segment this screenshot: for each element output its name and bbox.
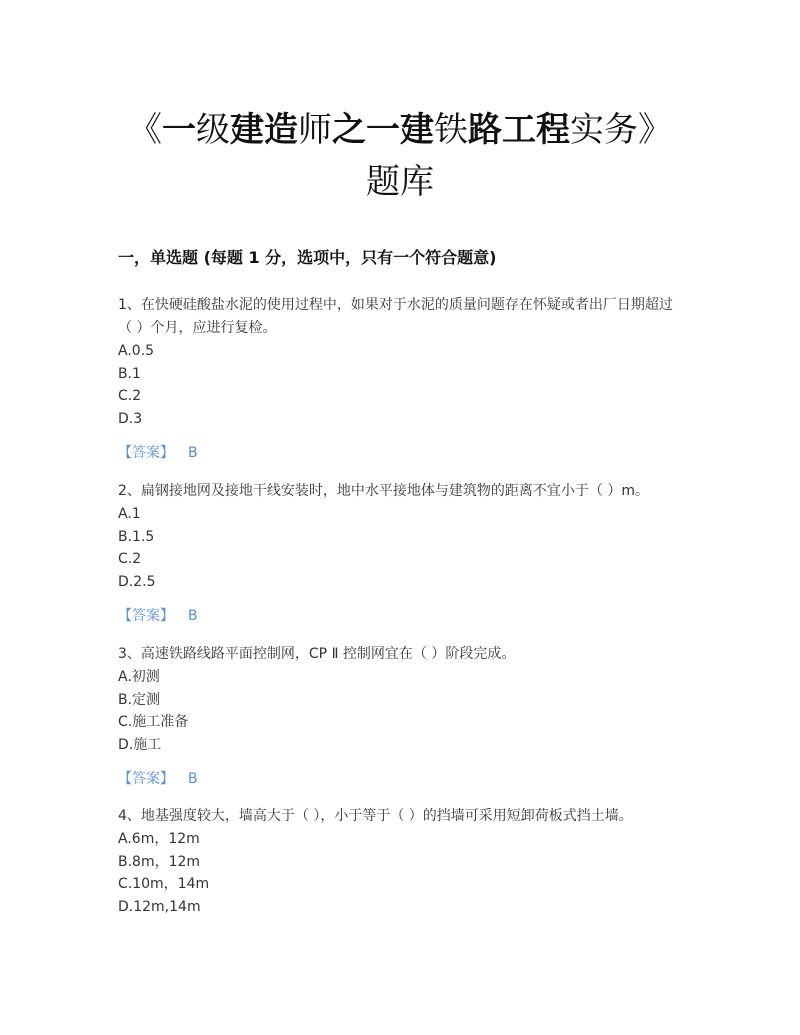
- question-4: [118, 805, 683, 919]
- answer-label: 【答案】: [118, 444, 174, 461]
- answer-line: [118, 604, 683, 628]
- option-a: A.0.5: [118, 343, 155, 359]
- answer-value: B: [188, 444, 198, 461]
- question-2: [118, 480, 683, 628]
- option-d: D.3: [118, 411, 143, 428]
- question-stem: 3、高速铁路线路平面控制网，CP Ⅱ 控制网宜在（ ）阶段完成。: [118, 646, 516, 662]
- option-a: A.初测: [118, 669, 160, 685]
- option-b: B.8m，12m: [118, 853, 201, 870]
- option-d: D.2.5: [118, 574, 156, 591]
- answer-value: B: [188, 770, 198, 787]
- section-heading: 一，单选题 (每题 1 分，选项中，只有一个符合题意): [118, 248, 497, 267]
- answer-line: [118, 441, 683, 465]
- option-c: C.施工准备: [118, 714, 189, 731]
- option-d: D.施工: [118, 737, 162, 754]
- question-stem: 1、在快硬硅酸盐水泥的使用过程中，如果对于水泥的质量问题存在怀疑或者出厂日期超过（ ）个月，应进行复检。: [118, 297, 673, 336]
- document-title: [0, 104, 800, 208]
- option-b: B.1: [118, 365, 141, 382]
- option-d: D.12m,14m: [118, 899, 201, 916]
- option-c: C.2: [118, 551, 142, 568]
- answer-value: B: [188, 607, 198, 624]
- question-1: [118, 294, 683, 465]
- option-c: C.2: [118, 388, 142, 405]
- title-line-2: 题库: [366, 162, 434, 202]
- option-a: A.6m，12m: [118, 831, 200, 847]
- title-line-1: 《一级建造师之一建铁路工程实务》: [128, 110, 672, 150]
- question-stem: 4、地基强度较大，墙高大于（ ），小于等于（ ）的挡墙可采用短卸荷板式挡土墙。: [118, 808, 633, 824]
- option-b: B.1.5: [118, 528, 155, 545]
- option-b: B.定测: [118, 691, 161, 708]
- answer-label: 【答案】: [118, 607, 174, 624]
- answer-line: [118, 767, 683, 791]
- question-3: [118, 643, 683, 791]
- question-stem: 2、扁钢接地网及接地干线安装时，地中水平接地体与建筑物的距离不宜小于（ ）m。: [118, 483, 649, 499]
- option-a: A.1: [118, 506, 141, 522]
- answer-label: 【答案】: [118, 770, 174, 787]
- option-c: C.10m，14m: [118, 876, 210, 893]
